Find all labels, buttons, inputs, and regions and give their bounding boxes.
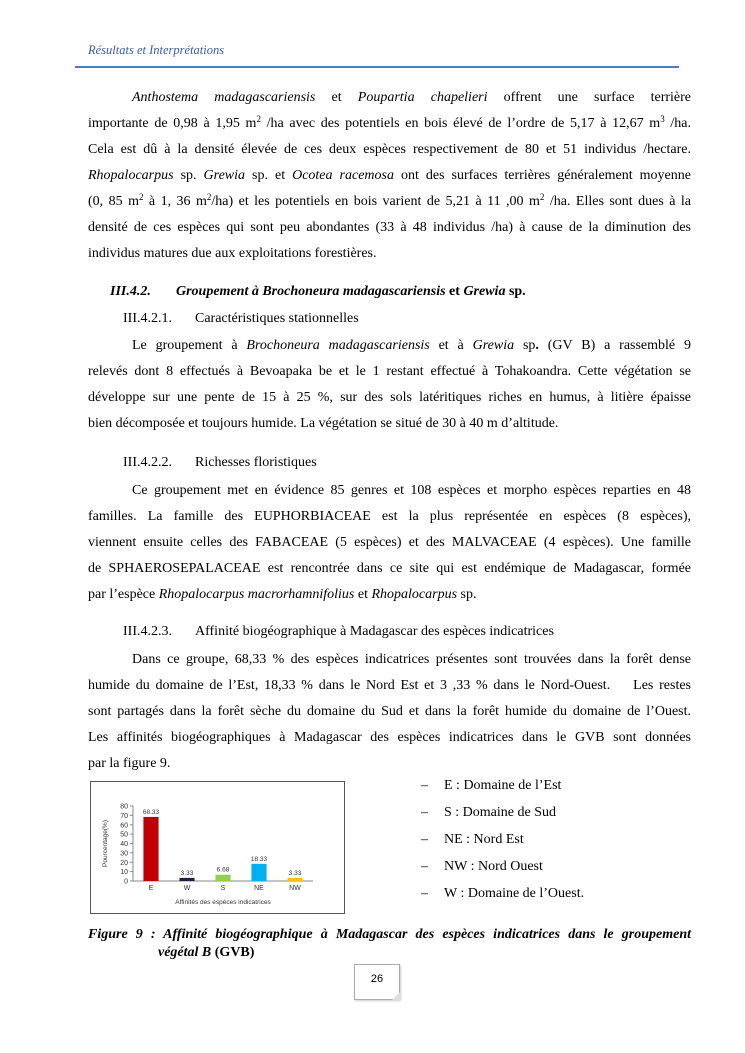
p4-line-4: Les affinités biogéographiques à Madagascar des espèces indicatrices dans le GVB sont données <box>88 730 691 745</box>
p4-line-2: humide du domaine de l’Est, 18,33 % dans le Nord Est et 3 ,33 % dans le Nord-Ouest. Les restes <box>88 678 691 693</box>
y-tick-label: 80 <box>120 803 128 811</box>
p4-line-3: sont partagés dans la forêt sèche du domaine du Sud et dans la forêt humide du domaine de l’Ouest. <box>88 704 691 719</box>
bar-NE <box>251 864 266 881</box>
paragraph-2 <box>88 333 691 437</box>
x-tick-label-W: W <box>183 885 191 892</box>
y-tick-label: 50 <box>120 831 128 839</box>
paragraph-3 <box>88 478 691 608</box>
figure-9-chart-frame <box>90 781 345 914</box>
x-axis-title: Affinités des espèces indicatrices <box>175 899 271 906</box>
p1-line-7: individus matures due aux exploitations forestières. <box>88 246 377 261</box>
subsection-1-heading: III.4.2.1. Caractéristiques stationnelles <box>123 311 359 326</box>
y-tick-label: 60 <box>120 822 128 830</box>
p3-line-4: de SPHAEROSEPALACEAE est rencontrée dans ce site qui est endémique de Madagascar, formée <box>88 561 691 576</box>
data-label-S: 6.68 <box>216 866 230 874</box>
p3-line-5: par l’espèce Rhopalocarpus macrorhamnifolius et Rhopalocarpus sp. <box>88 587 477 602</box>
p4-line-1: Dans ce groupe, 68,33 % des espèces indicatrices présentes sont trouvées dans la forêt dense <box>132 652 691 667</box>
p3-line-2: familles. La famille des EUPHORBIACEAE est la plus représentée en espèces (8 espèces), <box>88 509 691 524</box>
y-tick-label: 10 <box>120 869 128 877</box>
p1-line-2: importante de 0,98 à 1,95 $m^2$ /ha avec des potentiels en bois élevé de l’ordre de 5,17 à 12,67 $m^3$ /ha. <box>88 114 692 131</box>
legend-item: – NW : Nord Ouest <box>421 859 543 874</box>
bar-E <box>143 817 158 881</box>
x-tick-label-E: E <box>148 885 154 892</box>
page-number: 26 <box>354 964 400 1000</box>
y-tick-label: 70 <box>120 812 128 820</box>
y-axis-title: Pourcentage(%) <box>102 820 109 867</box>
p2-line-4: bien décomposée et toujours humide. La végétation se situé de 30 à 40 m d’altitude. <box>88 416 559 431</box>
header-rule <box>75 66 679 68</box>
running-header: Résultats et Interprétations <box>88 43 225 57</box>
data-label-W: 3.33 <box>180 869 194 877</box>
p1-line-6: densité de ces espèces qui sont peu abondantes (33 à 48 individus /ha) à cause de la diminution des <box>88 220 691 235</box>
subsection-2-heading: III.4.2.2. Richesses floristiques <box>123 455 317 470</box>
y-tick-label: 30 <box>120 850 128 858</box>
y-tick-label: 40 <box>120 841 128 848</box>
bar-NW <box>287 878 302 881</box>
subsection-3-heading: III.4.2.3. Affinité biogéographique à Madagascar des espèces indicatrices <box>123 624 554 639</box>
caption-line-2: végétal B (GVB) <box>158 945 255 960</box>
p3-line-1: Ce groupement met en évidence 85 genres et 108 espèces et morpho espèces reparties en 48 <box>132 483 691 498</box>
data-label-E: 68.33 <box>142 808 160 816</box>
x-tick-label-NE: NE <box>254 885 264 892</box>
x-tick-label-NW: NW <box>289 885 301 892</box>
p4-line-5: par la figure 9. <box>88 756 171 771</box>
p1-line-1: Anthostema madagascariensis et Poupartia chapelieri offrent une surface terrière <box>132 90 691 105</box>
p3-line-3: viennent ensuite celles des FABACEAE (5 espèces) et des MALVACEAE (4 espèces). Une famille <box>88 535 691 550</box>
section-heading: III.4.2. Groupement à Brochoneura madagascariensis et Grewia sp. <box>110 284 526 299</box>
bar-chart <box>91 782 344 913</box>
bar-S <box>215 875 230 881</box>
legend-item: – NE : Nord Est <box>421 832 524 847</box>
p2-line-3: développe sur une pente de 15 à 25 %, sur des sols latéritiques riches en humus, à litière épaisse <box>88 390 691 405</box>
p2-line-1: Le groupement à Brochoneura madagascariensis et à Grewia sp. (GV B) a rassemblé 9 <box>132 338 691 353</box>
legend-list <box>421 772 584 907</box>
data-label-NW: 3.33 <box>288 869 302 877</box>
figure-caption <box>88 926 691 962</box>
paragraph-1 <box>88 85 691 267</box>
bar-W <box>179 878 194 881</box>
p1-line-5: (0, 85 $m^2$ à 1, 36 $m^2/ha$) et les potentiels en bois varient de 5,21 à 11 ,00 $m^2$ /ha. Elles sont dues à la <box>88 192 692 209</box>
p1-line-4: Rhopalocarpus sp. Grewia sp. et Ocotea racemosa ont des surfaces terrières généralement moyenne <box>88 168 691 183</box>
p2-line-2: relevés dont 8 effectués à Bevoapaka be et le 1 restant effectué à Tohakoandra. Cette végétation se <box>88 364 691 379</box>
legend-item: – E : Domaine de l’Est <box>421 778 562 793</box>
x-tick-label-S: S <box>220 885 226 892</box>
paragraph-4 <box>88 647 691 777</box>
y-tick-label: 0 <box>124 878 128 886</box>
legend-item: – W : Domaine de l’Ouest. <box>421 886 585 901</box>
legend-item: – S : Domaine de Sud <box>421 805 556 820</box>
y-tick-label: 20 <box>120 859 128 867</box>
caption-line-1: Figure 9 : Affinité biogéographique à Madagascar des espèces indicatrices dans le groupement <box>88 927 691 942</box>
data-label-NE: 18.33 <box>250 855 268 863</box>
p1-line-3: Cela est dû à la densité élevée de ces deux espèces respectivement de 80 et 51 individus /hectare. <box>88 142 691 157</box>
